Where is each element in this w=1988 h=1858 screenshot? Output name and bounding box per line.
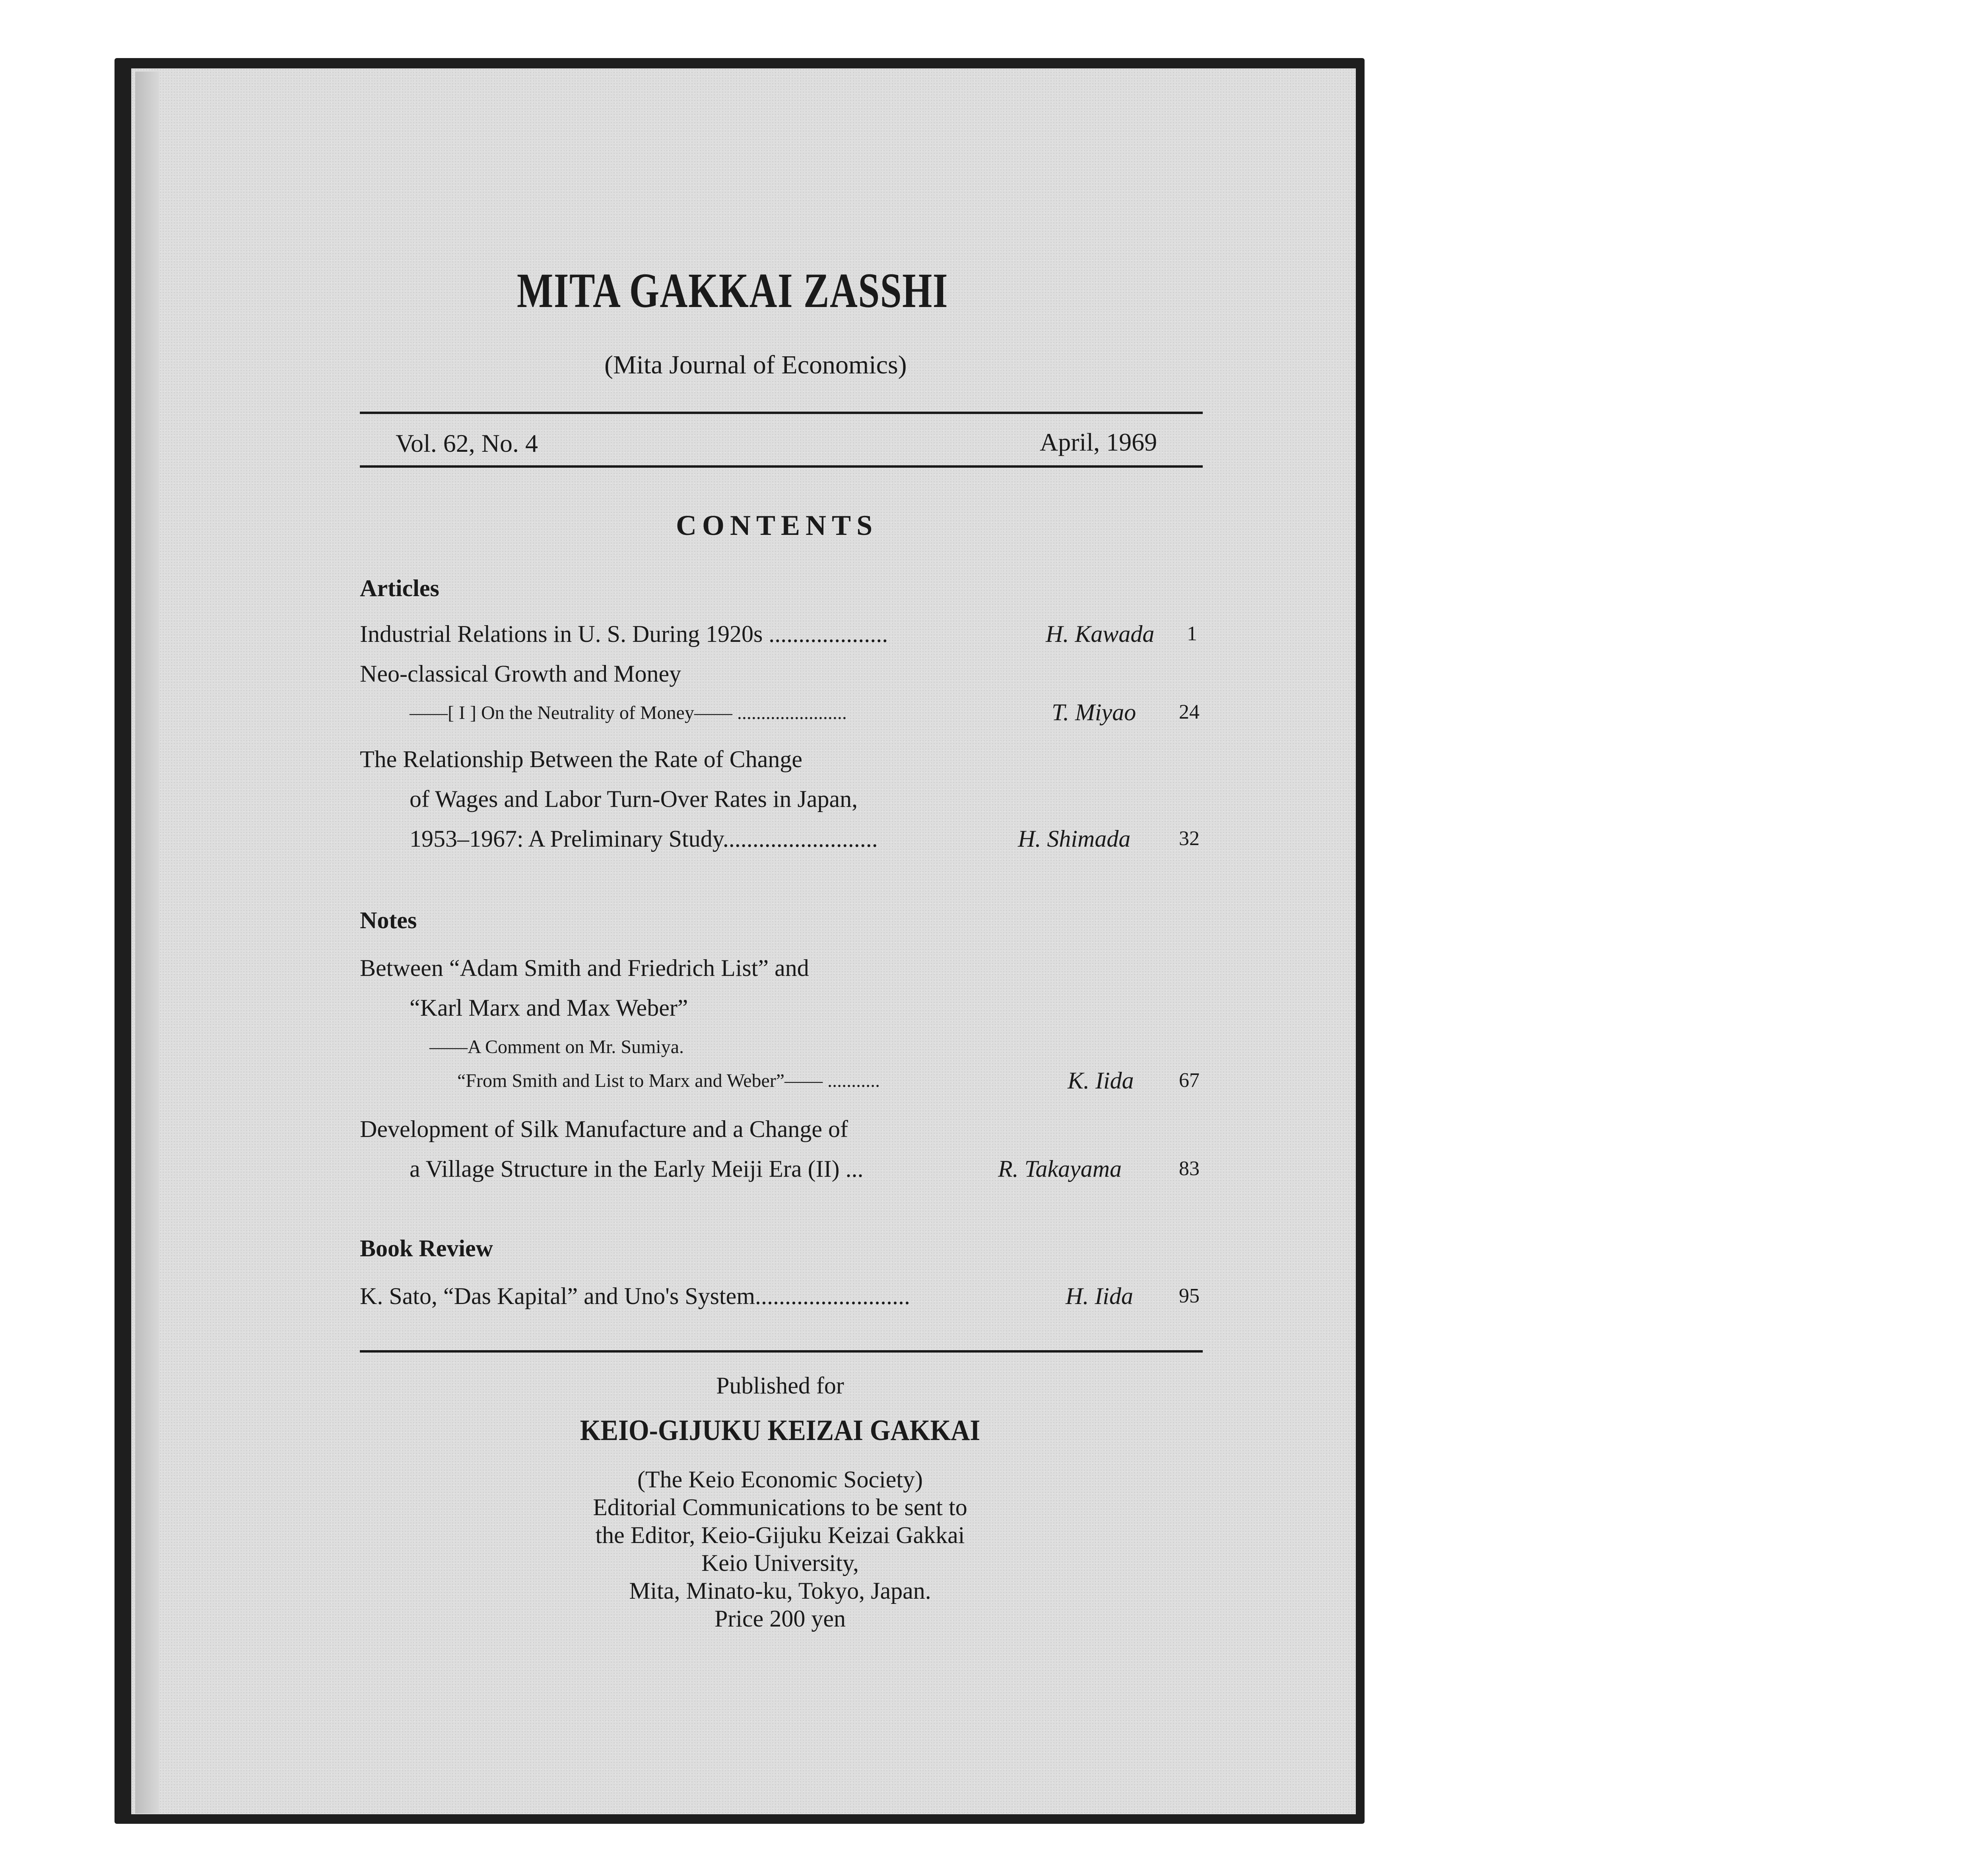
header-rule-top — [360, 412, 1203, 414]
toc-entry-text: “Karl Marx and Max Weber” — [410, 995, 688, 1021]
volume-number: Vol. 62, No. 4 — [396, 429, 538, 457]
toc-entry-text: ——[ I ] On the Neutrality of Money—— ....................... — [410, 702, 847, 723]
toc-entry-page: 1 — [1187, 622, 1197, 645]
toc-entry-text: K. Sato, “Das Kapital” and Uno's System.......................... — [360, 1283, 910, 1309]
toc-entry-author: H. Kawada — [1046, 621, 1155, 647]
address-line: the Editor, Keio-Gijuku Keizai Gakkai — [595, 1522, 965, 1548]
section-heading-book-review: Book Review — [360, 1235, 493, 1261]
address-line: (The Keio Economic Society) — [637, 1466, 923, 1493]
toc-entry-text: of Wages and Labor Turn-Over Rates in Japan, — [410, 786, 858, 812]
toc-entry-text: 1953–1967: A Preliminary Study.......................... — [410, 826, 878, 852]
address-line: Keio University, — [701, 1550, 859, 1576]
toc-entry-page: 95 — [1179, 1285, 1200, 1307]
toc-entry-text: a Village Structure in the Early Meiji Era (II) ... — [410, 1156, 864, 1182]
section-heading-notes: Notes — [360, 907, 417, 933]
address-line: Mita, Minato-ku, Tokyo, Japan. — [629, 1578, 931, 1604]
toc-entry-author: R. Takayama — [998, 1156, 1122, 1182]
toc-entry-text: “From Smith and List to Marx and Weber”—— ........... — [457, 1070, 880, 1091]
toc-entry-text: ——A Comment on Mr. Sumiya. — [429, 1036, 684, 1057]
toc-entry-page: 67 — [1179, 1069, 1200, 1092]
footer-rule — [360, 1350, 1203, 1353]
toc-entry-text: The Relationship Between the Rate of Change — [360, 746, 803, 772]
toc-entry-page: 83 — [1179, 1157, 1200, 1180]
toc-entry-page: 32 — [1179, 827, 1200, 850]
price-line: Price 200 yen — [714, 1605, 846, 1632]
toc-entry-author: T. Miyao — [1052, 699, 1136, 725]
journal-subtitle: (Mita Journal of Economics) — [604, 350, 907, 379]
toc-entry-author: H. Shimada — [1018, 826, 1131, 852]
published-for-label: Published for — [716, 1372, 844, 1399]
issue-date: April, 1969 — [1040, 428, 1157, 456]
address-line: Editorial Communications to be sent to — [593, 1494, 967, 1520]
toc-entry-text: Neo-classical Growth and Money — [360, 661, 681, 687]
toc-entry-text: Between “Adam Smith and Friedrich List” and — [360, 955, 809, 981]
toc-entry-page: 24 — [1179, 701, 1200, 723]
journal-title: MITA GAKKAI ZASSHI — [517, 263, 949, 318]
toc-entry-author: K. Iida — [1068, 1067, 1134, 1094]
contents-heading: CONTENTS — [676, 509, 878, 541]
toc-entry-author: H. Iida — [1066, 1283, 1133, 1309]
publisher-name: KEIO-GIJUKU KEIZAI GAKKAI — [580, 1414, 980, 1447]
header-rule-bottom — [360, 465, 1203, 468]
toc-entry-text: Development of Silk Manufacture and a Change of — [360, 1116, 848, 1142]
section-heading-articles: Articles — [360, 575, 439, 601]
toc-entry-text: Industrial Relations in U. S. During 1920s .................... — [360, 621, 888, 647]
